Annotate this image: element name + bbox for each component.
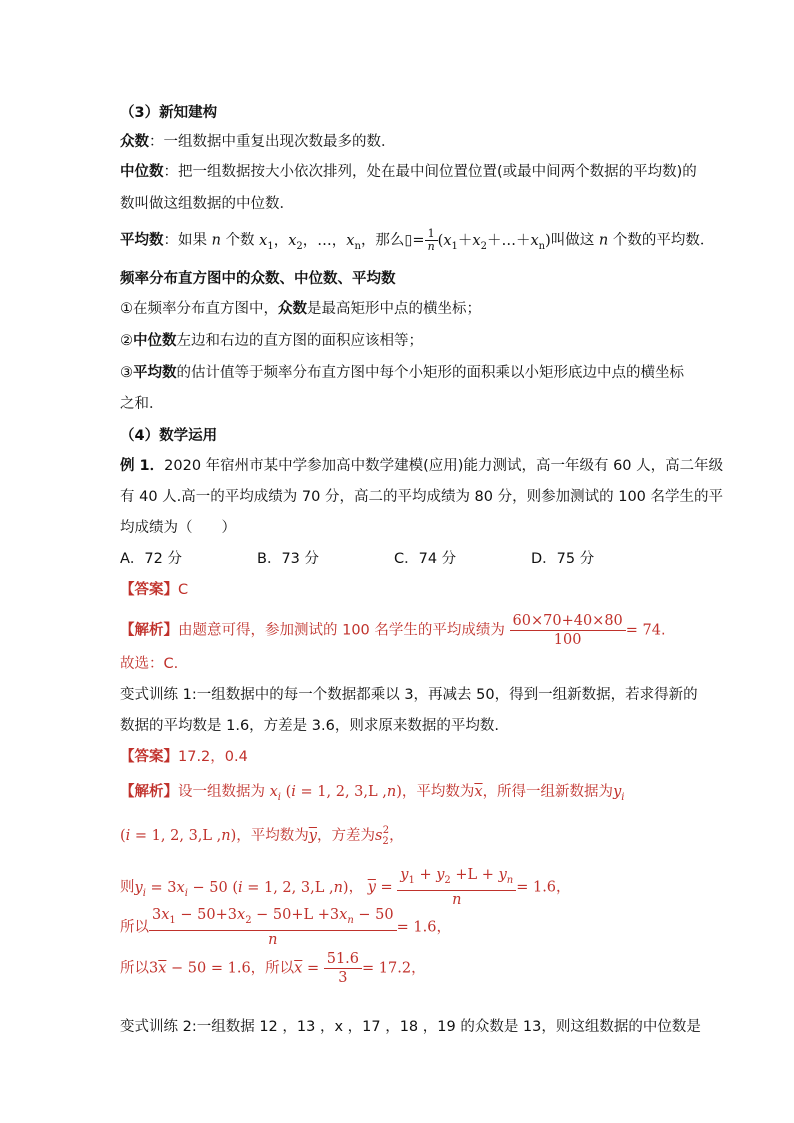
median-text: ：把一组数据按大小依次排列，处在最中间位置位置(或最中间两个数据的平均数)的: [163, 164, 697, 180]
option-a: A．72 分: [120, 551, 182, 567]
solution-2-line-5: 所以$3\overline{x} - 50 = 1.6$，所以$\overline{x}$ = $\frac{51.6}{3}$ = 17.2，: [120, 951, 426, 986]
option-d: D．75 分: [531, 551, 595, 567]
solution-1-fraction: $\frac{60\times 70+40\times 80}{100}$: [510, 612, 626, 649]
solution-2-line-3: 则$y_i = 3x_i - 50$ (i = 1, 2, 3,L ,n)， $\overline{y}$ = $\frac{y_1 + y_2 +L + y_n}{n}$ = 1.6，: [120, 867, 571, 908]
example-1-label: 例 1．: [120, 458, 165, 474]
histogram-point-2: ②中位数左边和右边的直方图的面积应该相等；: [120, 333, 423, 349]
answer-1: [120, 579, 676, 601]
answer-value: C: [178, 582, 189, 598]
variant-1-line-1: 变式训练 1:一组数据中的每一个数据都乘以 3，再减去 50，得到一组新数据，若求得新的: [120, 687, 698, 703]
example-1-line-2: 有 40 人.高一的平均成绩为 70 分，高二的平均成绩为 80 分，则参加测试的 100 名学生的平: [120, 489, 724, 505]
mode-definition: [120, 131, 676, 153]
solution-2-line-4: 所以 $\frac{3x_1 - 50+3x_2 - 50+L +3x_n - 50}{n}$ = 1.6，: [120, 907, 451, 948]
answer-2: 【答案】17.2，0.4: [120, 749, 248, 765]
median-definition: [120, 161, 697, 183]
histogram-point-3: ③平均数的估计值等于频率分布直方图中每个小矩形的面积乘以小矩形底边中点的横坐标: [120, 365, 684, 381]
mode-label: 众数: [120, 134, 149, 150]
histogram-point-3-cont: 之和．: [120, 396, 164, 412]
mean-label: 平均数: [120, 232, 164, 249]
example-1-line-1: 例 1．2020 年宿州市某中学参加高中数学建模(应用)能力测试，高一年级有 60 人，高二年级: [120, 458, 724, 474]
solution-label: 【解析】: [120, 622, 178, 639]
example-1-options: [120, 548, 676, 570]
solution-2-line-2: (i = 1, 2, 3,L ,n)，平均数为$\overline{y}$，方差为$s_2^2$，: [120, 825, 404, 847]
variant-1-line-2: 数据的平均数是 1.6，方差是 3.6，则求原来数据的平均数.: [120, 718, 499, 734]
section-heading-math-application: （4）数学运用: [120, 428, 218, 444]
option-b: B．73 分: [257, 551, 320, 567]
mode-text: ：一组数据中重复出现次数最多的数．: [149, 134, 396, 150]
histogram-heading: 频率分布直方图中的众数、中位数、平均数: [120, 271, 396, 287]
histogram-point-1: ①在频率分布直方图中，众数是最高矩形中点的横坐标；: [120, 301, 481, 317]
choose-answer: 故选：C.: [120, 656, 179, 672]
solution-1: 【解析】由题意可得，参加测试的 100 名学生的平均成绩为 $\frac{60\times 70+40\times 80}{100}$ = 74.: [120, 613, 666, 648]
mean-definition: 平均数：如果 n 个数 $x_1$，$x_2$，…，$x_n$，那么▯= $\frac{1}{n}$ $(x_1+x_2+\dots+x_n)$叫做这 n 个数的平均数．: [120, 227, 715, 253]
solution-2-line-1: 【解析】设一组数据为 $x_i$ (i = 1, 2, 3,L ,n)，平均数为$\overline{x}$，所得一组新数据为$y_i$: [120, 784, 625, 803]
answer-label: 【答案】: [120, 582, 178, 598]
median-label: 中位数: [120, 164, 164, 180]
median-definition-cont: 数叫做这组数据的中位数．: [120, 196, 294, 212]
mean-fraction: $\frac{1}{n}$: [425, 228, 438, 253]
example-1-line-3: 均成绩为（ ）: [120, 520, 236, 536]
option-c: C．74 分: [394, 551, 457, 567]
section-heading-new-knowledge: （3）新知建构: [120, 105, 218, 121]
variant-2-line-1: 变式训练 2:一组数据 12 ，13 ，x ，17 ，18 ，19 的众数是 13，则这组数据的中位数是: [120, 1019, 701, 1035]
